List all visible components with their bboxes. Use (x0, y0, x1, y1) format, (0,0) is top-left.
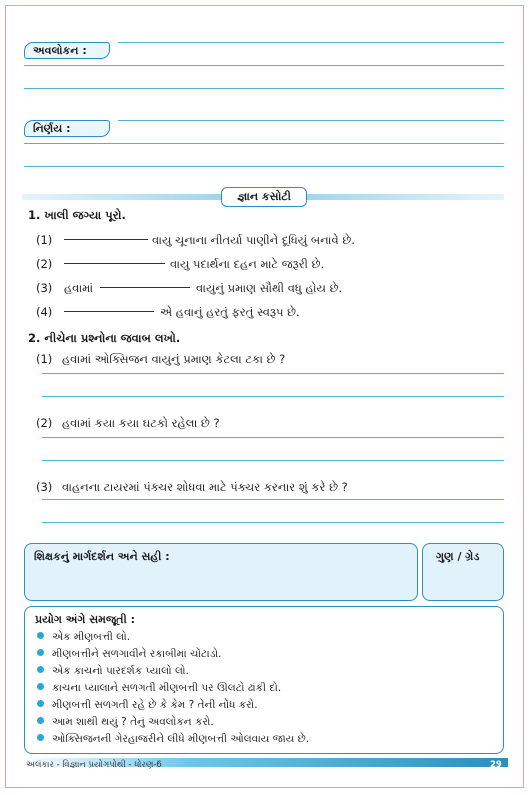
list-item-text: ઓક્સિજનની ગેરહાજરીને લીધે મીણબત્તી ઓલવાય જાય છે. (52, 733, 310, 745)
question-text: હવામાં કયા કયા ઘટકો રહેલા છે ? (62, 416, 220, 430)
section-title: જ્ઞાન કસોટી (221, 187, 307, 207)
fill-blank-text: વાયુ ચૂનાના નીતર્યા પાણીને દૂધિયું બનાવે છે. (152, 233, 355, 247)
conclusion-line (24, 166, 504, 167)
bullet-icon (37, 734, 44, 741)
question-2-heading: 2. નીચેના પ્રશ્નોના જવાબ લખો. (28, 331, 181, 345)
conclusion-line (24, 143, 504, 144)
fill-blank-line (64, 263, 165, 264)
fill-blank-number: (1) (36, 233, 53, 247)
list-item (37, 648, 221, 661)
fill-blank-prefix: હવામાં (64, 281, 94, 295)
experiment-notes-title: પ્રયોગ અંગે સમજૂતી : (35, 613, 135, 626)
answer-line (42, 373, 504, 374)
fill-blank-line (100, 287, 190, 288)
bullet-icon (37, 683, 44, 690)
list-item-text: એક મીણબત્તી લો. (52, 631, 131, 643)
bullet-icon (37, 649, 44, 656)
footer-book-title: અલંકાર - વિજ્ઞાન પ્રયોગપોથી - ધોરણ-6 (26, 760, 162, 770)
list-item-text: કાચના પ્યાલાને સળગતી મીણબત્તી પર ઊલટો ઢાંકી દો. (52, 682, 282, 694)
bullet-icon (37, 717, 44, 724)
fill-blank-text: એ હવાનું હરતું ફરતું સ્વરૂપ છે. (160, 305, 300, 319)
question-number: (2) (36, 416, 53, 430)
experiment-notes-box (24, 606, 504, 754)
fill-blank-line (64, 239, 148, 240)
list-item-text: આમ શાથી થયું ? તેનું અવલોકન કરો. (52, 716, 214, 728)
answer-line (42, 437, 504, 438)
conclusion-label: નિર્ણય : (24, 120, 110, 137)
conclusion-line (118, 120, 504, 121)
page-number: 29 (490, 760, 502, 770)
fill-blank-line (64, 311, 154, 312)
answer-line (42, 522, 504, 523)
question-1-heading: 1. ખાલી જગ્યા પૂરો. (28, 208, 126, 222)
list-item-text: મીણબત્તી સળગતી રહે છે કે કેમ ? તેની નોંધ કરો. (52, 699, 258, 711)
list-item-text: એક કાચનો પારદર્શક પ્યાલો લો. (52, 665, 189, 677)
fill-blank-text: વાયુનું પ્રમાણ સૌથી વધુ હોય છે. (196, 281, 343, 295)
question-text: વાહનના ટાયરમાં પંક્ચર શોધવા માટે પંક્ચર કરનાર શું કરે છે ? (62, 480, 348, 494)
list-item (37, 716, 214, 729)
question-number: (1) (36, 352, 53, 366)
bullet-icon (37, 632, 44, 639)
question-number: (3) (36, 480, 53, 494)
list-item-text: મીણબત્તીને સળગાવીને રકાબીમાં ચોંટાડો. (52, 648, 222, 660)
answer-line (42, 460, 504, 461)
grade-label: ગુણ / ગ્રેડ (436, 550, 480, 563)
observation-line (24, 88, 504, 89)
answer-line (42, 499, 504, 500)
observation-label: અવલોકન : (24, 42, 110, 59)
fill-blank-number: (2) (36, 257, 53, 271)
list-item (37, 699, 258, 712)
fill-blank-text: વાયુ પદાર્થના દહન માટે જરૂરી છે. (170, 257, 325, 271)
fill-blank-number: (4) (36, 305, 53, 319)
fill-blank-number: (3) (36, 281, 53, 295)
bullet-icon (37, 666, 44, 673)
bullet-icon (37, 700, 44, 707)
list-item (37, 631, 130, 644)
list-item (37, 733, 309, 746)
observation-line (24, 65, 504, 66)
list-item (37, 682, 281, 695)
answer-line (42, 396, 504, 397)
observation-line (118, 42, 504, 43)
question-text: હવામાં ઓક્સિજન વાયુનું પ્રમાણ કેટલા ટકા છે ? (62, 352, 286, 366)
teacher-signature-label: શિક્ષકનું માર્ગદર્શન અને સહી : (34, 550, 170, 563)
list-item (37, 665, 189, 678)
